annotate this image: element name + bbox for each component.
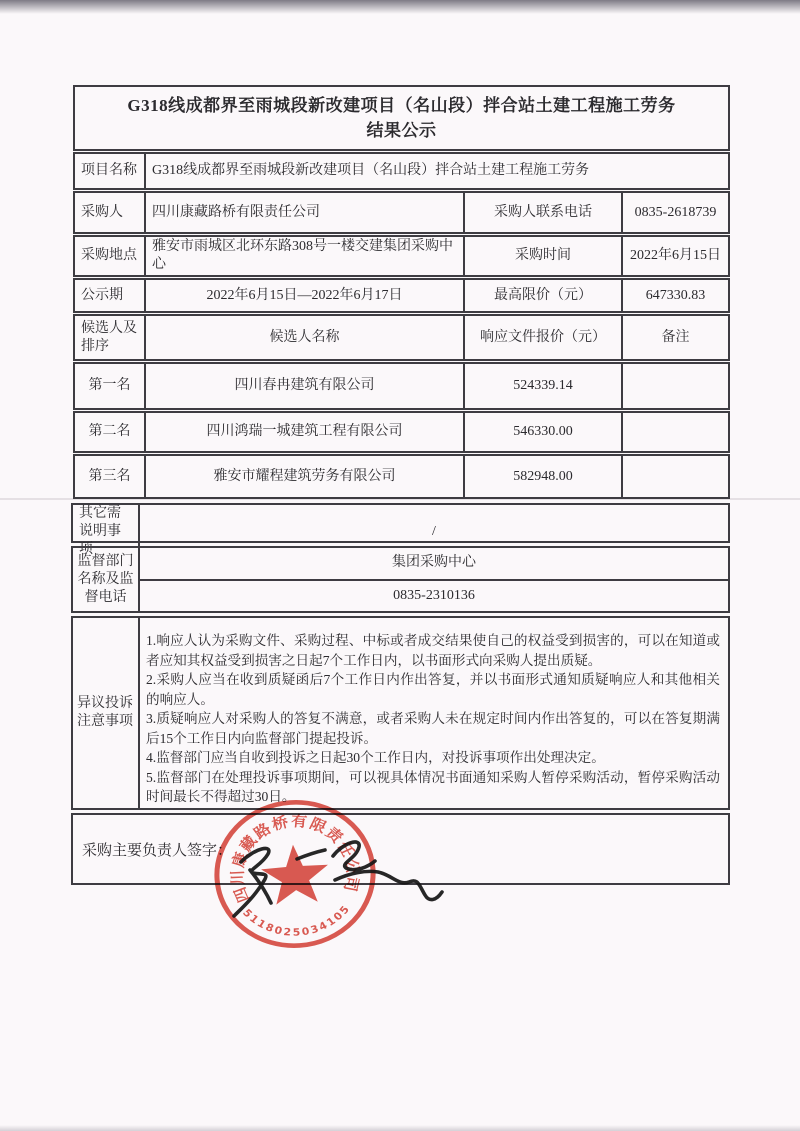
- candidate-rank-header: 候选人及排序: [81, 320, 137, 354]
- objection-item-5: 5.监督部门在处理投诉事项期间，可以视具体情况书面通知采购人暂停采购活动，暂停采购活动时间最长不得超过30日。: [146, 769, 720, 804]
- purchase-time-label: 采购时间: [463, 237, 621, 275]
- max-price-label: 最高限价（元）: [463, 280, 621, 311]
- candidate-2-name: 四川鸿瑞一城建筑工程有限公司: [144, 413, 463, 451]
- location-row: [73, 235, 730, 277]
- candidate-3-name: 雅安市耀程建筑劳务有限公司: [144, 456, 463, 497]
- other-notes-label: 其它需说明事项: [79, 506, 121, 557]
- supervision-row: [71, 546, 730, 613]
- candidate-1-remark: [621, 364, 728, 408]
- candidate-remark-header: 备注: [621, 316, 728, 359]
- signature-label: 采购主要负责人签字：: [82, 842, 233, 859]
- candidate-row-1: [73, 362, 730, 410]
- candidate-header-row: [73, 314, 730, 361]
- publicity-row: [73, 278, 730, 313]
- handwritten-signature: [213, 828, 448, 923]
- objection-content: [138, 618, 728, 808]
- scan-top-shadow: [0, 0, 800, 14]
- candidate-2-price: 546330.00: [463, 413, 621, 451]
- location-label: 采购地点: [81, 248, 137, 263]
- publicity-label: 公示期: [81, 287, 123, 303]
- candidate-2-rank: 第二名: [88, 424, 131, 439]
- other-notes-value: /: [138, 505, 728, 559]
- document-title-line2: 结果公示: [366, 121, 437, 140]
- document-title-line1: G318线成都界至雨城段新改建项目（名山段）拌合站土建工程施工劳务: [127, 96, 676, 115]
- objection-item-4: 4.监督部门应当自收到投诉之日起30个工作日内，对投诉事项作出处理决定。: [146, 750, 605, 765]
- signature-stroke-3: [297, 850, 325, 859]
- purchaser-label: 采购人: [81, 204, 123, 220]
- candidate-3-price: 582948.00: [463, 456, 621, 497]
- candidate-1-price: 524339.14: [463, 364, 621, 408]
- objection-item-2: 2.采购人应当在收到质疑函后7个工作日内作出答复，并以书面形式通知质疑响应人和其他相关的响应人。: [146, 672, 720, 707]
- supervision-phone: 0835-2310136: [140, 579, 728, 612]
- purchaser-phone-value: 0835-2618739: [621, 193, 728, 232]
- candidate-1-name: 四川春冉建筑有限公司: [144, 364, 463, 408]
- max-price-value: 647330.83: [621, 280, 728, 311]
- signature-stroke-5: [335, 871, 442, 899]
- project-name-label: 项目名称: [81, 163, 137, 178]
- candidate-1-rank: 第一名: [88, 378, 131, 393]
- other-notes-row: [71, 503, 730, 557]
- candidate-2-remark: [621, 413, 728, 451]
- seal-number: 5118025034105: [239, 902, 354, 939]
- project-name-value: G318线成都界至雨城段新改建项目（名山段）拌合站土建工程施工劳务: [144, 154, 728, 188]
- publicity-value: 2022年6月15日—2022年6月17日: [144, 280, 463, 311]
- candidate-row-2: [73, 411, 730, 453]
- purchaser-row: [73, 191, 730, 234]
- purchaser-phone-label: 采购人联系电话: [463, 193, 621, 232]
- candidate-name-header: 候选人名称: [144, 316, 463, 359]
- objection-item-3: 3.质疑响应人对采购人的答复不满意，或者采购人未在规定时间内作出答复的，可以在答复期满后15个工作日内向监督部门提起投诉。: [146, 711, 720, 746]
- objection-row: [71, 616, 730, 810]
- candidate-3-remark: [621, 456, 728, 497]
- purchaser-value: 四川康藏路桥有限责任公司: [144, 193, 463, 232]
- scan-bottom-shadow: [0, 1125, 800, 1131]
- candidate-row-3: [73, 454, 730, 499]
- supervision-label: 监督部门名称及监督电话: [77, 553, 134, 605]
- seal-company-name: 四川康藏路桥有限责任公司: [229, 813, 362, 905]
- signature-stroke-4: [333, 842, 375, 870]
- location-value: 雅安市雨城区北环东路308号一楼交建集团采购中心: [144, 237, 463, 275]
- candidate-price-header: 响应文件报价（元）: [463, 316, 621, 359]
- purchase-time-value: 2022年6月15日: [621, 237, 728, 275]
- signature-stroke-1: [234, 848, 269, 916]
- objection-item-1: 1.响应人认为采购文件、采购过程、中标或者成交结果使自己的权益受到损害的，可以在知道或者应知其权益受到损害之日起7个工作日内，以书面形式向采购人提出质疑。: [146, 633, 720, 668]
- supervision-dept: 集团采购中心: [392, 555, 476, 571]
- project-name-row: [73, 152, 730, 190]
- candidate-3-rank: 第三名: [88, 468, 131, 484]
- objection-label: 异议投诉注意事项: [77, 696, 133, 729]
- document-title-box: [73, 85, 730, 151]
